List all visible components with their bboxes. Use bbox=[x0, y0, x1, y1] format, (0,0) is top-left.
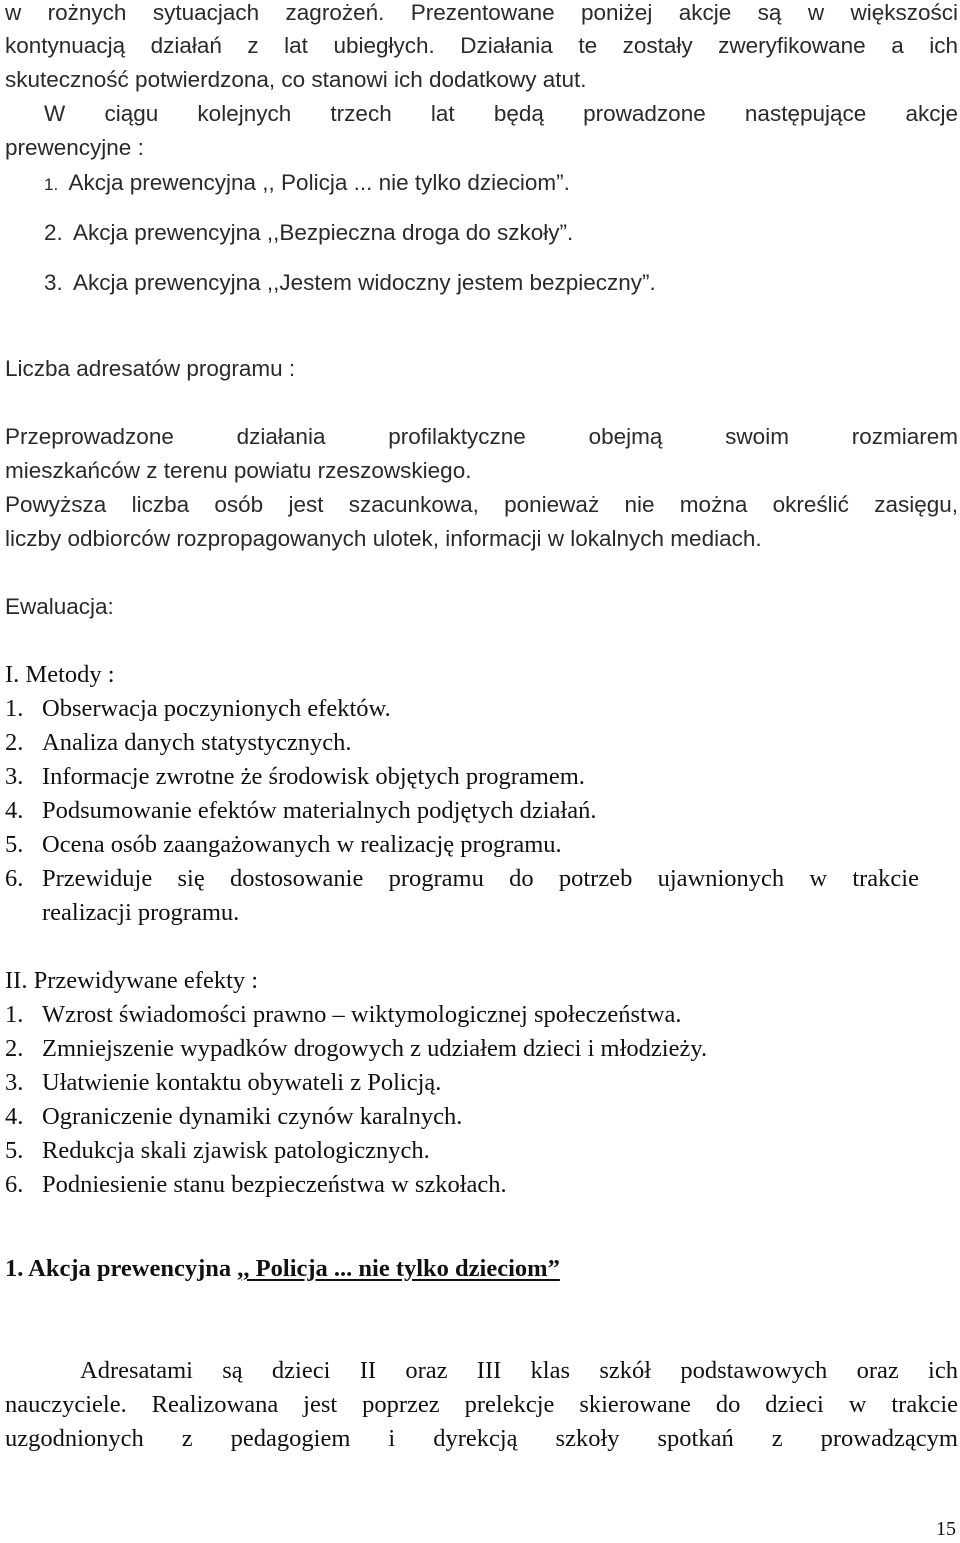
list-number: 5. bbox=[5, 831, 24, 858]
section-paragraph-line-2: nauczyciele. Realizowana jest poprzez prelekcje skierowane do dzieci w trakcie bbox=[5, 1391, 958, 1418]
section-heading bbox=[5, 1254, 958, 1286]
list-number: 6. bbox=[5, 865, 24, 892]
action-text: Akcja prewencyjna ,,Jestem widoczny jestem bezpieczny”. bbox=[73, 270, 656, 295]
page-number: 15 bbox=[936, 1518, 956, 1540]
methods-title: I. Metody : bbox=[5, 661, 115, 688]
list-text: Ograniczenie dynamiki czynów karalnych. bbox=[42, 1103, 463, 1130]
list-number: 4. bbox=[5, 1103, 24, 1130]
action-text: Akcja prewencyjna ,, Policja ... nie tylko dzieciom”. bbox=[68, 170, 570, 195]
intro-line-5: prewencyjne : bbox=[5, 135, 144, 160]
method-item-2 bbox=[5, 728, 958, 760]
effect-item-3 bbox=[5, 1068, 958, 1100]
method-item-4 bbox=[5, 796, 958, 828]
list-number: 1. bbox=[5, 1001, 24, 1028]
recipients-line-1: Przeprowadzone działania profilaktyczne obejmą swoim rozmiarem bbox=[5, 424, 958, 449]
recipients-line-2: mieszkańców z terenu powiatu rzeszowskiego. bbox=[5, 458, 472, 483]
list-text: Redukcja skali zjawisk patologicznych. bbox=[42, 1137, 430, 1164]
intro-line-1: w rożnych sytuacjach zagrożeń. Prezentowane poniżej akcje są w większości bbox=[5, 0, 958, 25]
evaluation-label: Ewaluacja: bbox=[5, 594, 114, 619]
list-number: 5. bbox=[5, 1137, 24, 1164]
section-paragraph-line-1: Adresatami są dzieci II oraz III klas szkół podstawowych oraz ich bbox=[80, 1357, 958, 1384]
list-text: Podsumowanie efektów materialnych podjętych działań. bbox=[42, 797, 597, 824]
list-text: Ułatwienie kontaktu obywateli z Policją. bbox=[42, 1069, 442, 1096]
list-number: 1. bbox=[5, 695, 24, 722]
action-number: 2. bbox=[44, 220, 63, 245]
effect-item-5 bbox=[5, 1136, 958, 1168]
effect-item-6 bbox=[5, 1170, 958, 1202]
action-number: 1. bbox=[44, 175, 59, 194]
list-number: 6. bbox=[5, 1171, 24, 1198]
list-text: Obserwacja poczynionych efektów. bbox=[42, 695, 391, 722]
method-item-6 bbox=[5, 864, 958, 896]
list-text: Wzrost świadomości prawno – wiktymologicznej społeczeństwa. bbox=[42, 1001, 682, 1028]
list-text: Informacje zwrotne że środowisk objętych programem. bbox=[42, 763, 585, 790]
method-item-1 bbox=[5, 694, 958, 726]
list-text: Zmniejszenie wypadków drogowych z udziałem dzieci i młodzieży. bbox=[42, 1035, 708, 1062]
section-heading-prefix: 1. Akcja prewencyjna bbox=[5, 1255, 238, 1282]
intro-line-2: kontynuacją działań z lat ubiegłych. Działania te zostały zweryfikowane a ich bbox=[5, 33, 958, 58]
effects-title: II. Przewidywane efekty : bbox=[5, 967, 259, 994]
effect-item-2 bbox=[5, 1034, 958, 1066]
recipients-line-4: liczby odbiorców rozpropagowanych ulotek, informacji w lokalnych mediach. bbox=[5, 526, 762, 551]
list-number: 3. bbox=[5, 1069, 24, 1096]
list-number: 3. bbox=[5, 763, 24, 790]
list-text: Podniesienie stanu bezpieczeństwa w szkołach. bbox=[42, 1171, 507, 1198]
action-number: 3. bbox=[44, 270, 63, 295]
list-text: Analiza danych statystycznych. bbox=[42, 729, 352, 756]
action-text: Akcja prewencyjna ,,Bezpieczna droga do szkoły”. bbox=[73, 220, 574, 245]
effect-item-4 bbox=[5, 1102, 958, 1134]
section-paragraph-line-3: uzgodnionych z pedagogiem i dyrekcją szkoły spotkań z prowadzącym bbox=[5, 1425, 958, 1452]
method-item-3 bbox=[5, 762, 958, 794]
recipients-label: Liczba adresatów programu : bbox=[5, 356, 296, 381]
method-item-6-continuation: realizacji programu. bbox=[42, 899, 240, 926]
intro-line-3: skuteczność potwierdzona, co stanowi ich dodatkowy atut. bbox=[5, 67, 587, 92]
intro-line-4: W ciągu kolejnych trzech lat będą prowadzone następujące akcje bbox=[44, 101, 958, 126]
action-item-3 bbox=[44, 268, 958, 300]
list-number: 4. bbox=[5, 797, 24, 824]
action-item-2 bbox=[44, 218, 958, 250]
section-heading-title: ,, Policja ... nie tylko dzieciom” bbox=[237, 1255, 560, 1282]
action-item-1 bbox=[44, 168, 958, 200]
list-number: 2. bbox=[5, 1035, 24, 1062]
method-item-5 bbox=[5, 830, 958, 862]
effect-item-1 bbox=[5, 1000, 958, 1032]
recipients-line-3: Powyższa liczba osób jest szacunkowa, ponieważ nie można określić zasięgu, bbox=[5, 492, 958, 517]
list-text: Ocena osób zaangażowanych w realizację programu. bbox=[42, 831, 562, 858]
list-text: Przewiduje się dostosowanie programu do potrzeb ujawnionych w trakcie bbox=[42, 865, 919, 892]
list-number: 2. bbox=[5, 729, 24, 756]
